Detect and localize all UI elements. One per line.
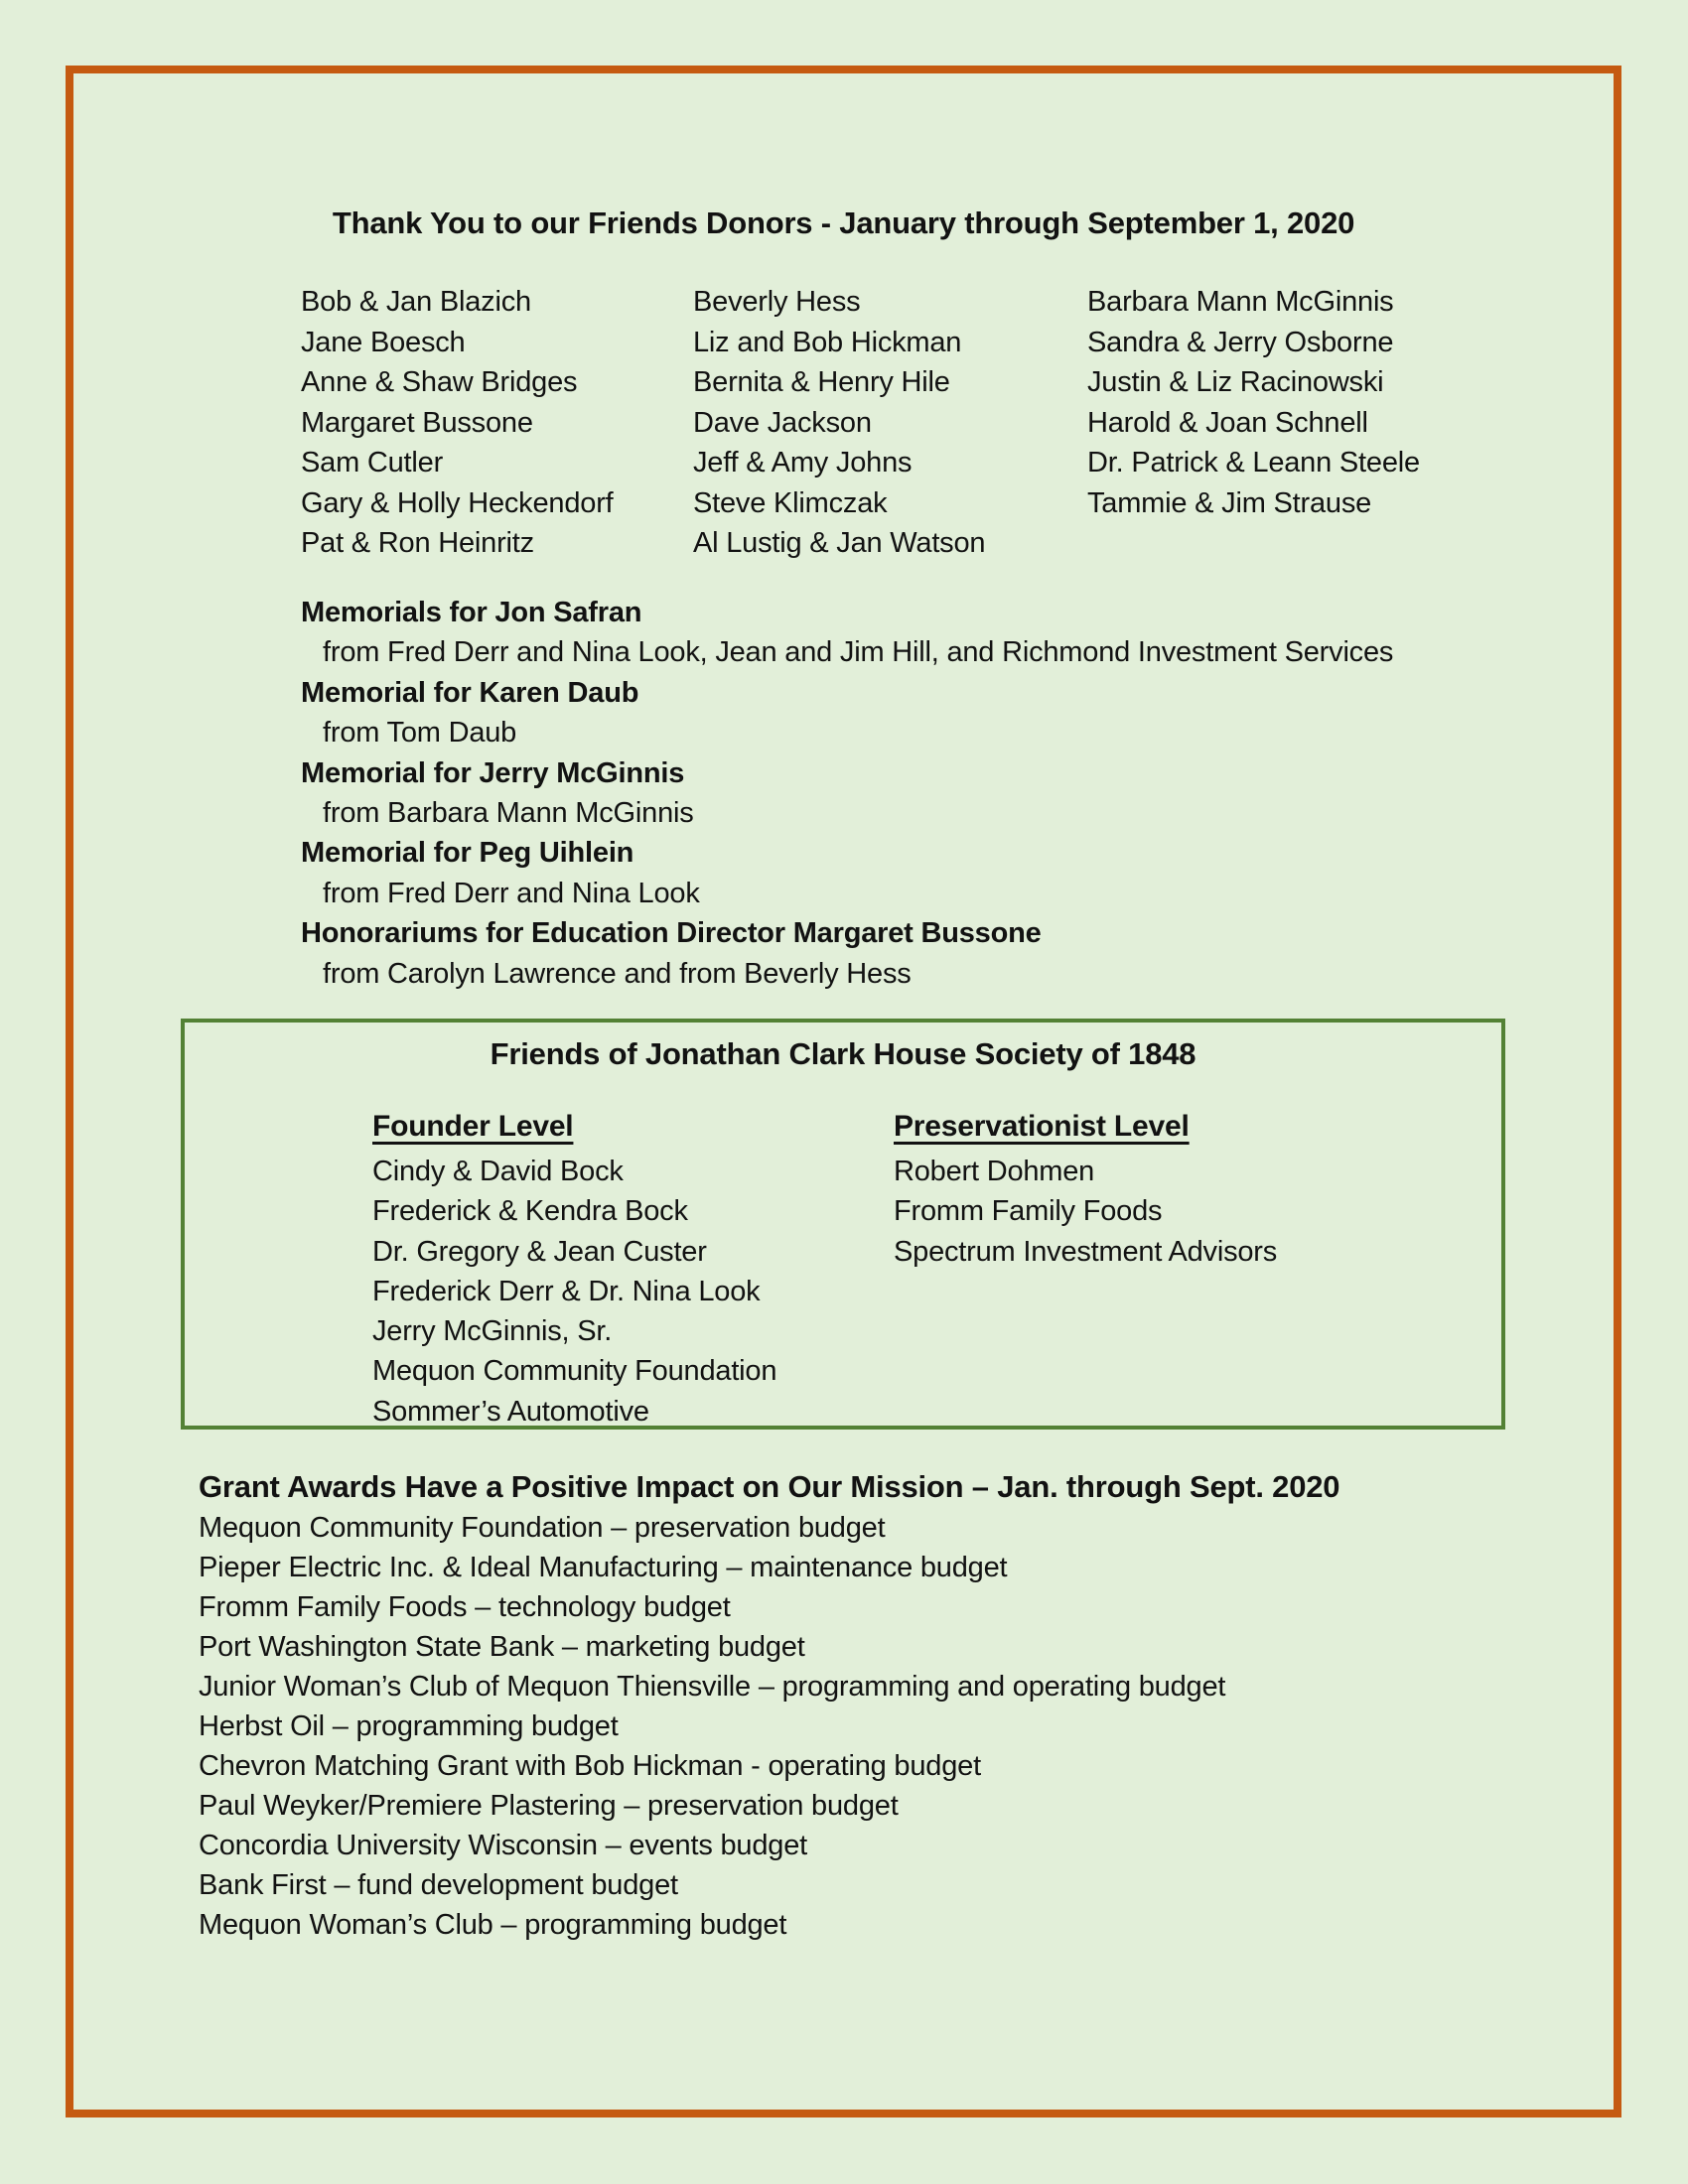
donors-section-title: Thank You to our Friends Donors - January through September 1, 2020 xyxy=(332,205,1355,240)
society-member-name: Frederick Derr & Dr. Nina Look xyxy=(372,1275,761,1307)
donor-name: Margaret Bussone xyxy=(301,406,533,439)
donor-name: Beverly Hess xyxy=(693,286,861,318)
grant-item: Fromm Family Foods – technology budget xyxy=(199,1591,731,1623)
founder-level-column xyxy=(372,1106,776,1432)
donor-name: Sandra & Jerry Osborne xyxy=(1087,326,1394,358)
donor-name: Dr. Patrick & Leann Steele xyxy=(1087,447,1420,478)
memorial-title: Memorials for Jon Safran xyxy=(301,597,642,628)
donor-column-1 xyxy=(301,282,693,564)
donor-column-2 xyxy=(693,282,1087,564)
grant-item: Pieper Electric Inc. & Ideal Manufacturing – maintenance budget xyxy=(199,1552,1008,1583)
donor-name: Anne & Shaw Bridges xyxy=(301,366,578,398)
society-member-name: Jerry McGinnis, Sr. xyxy=(372,1315,613,1348)
society-member-name: Robert Dohmen xyxy=(894,1156,1095,1187)
memorial-title: Memorial for Jerry McGinnis xyxy=(301,756,685,789)
donor-name: Harold & Joan Schnell xyxy=(1087,406,1368,439)
grant-item: Mequon Community Foundation – preservation budget xyxy=(199,1512,886,1544)
society-box-title: Friends of Jonathan Clark House Society of 1848 xyxy=(490,1036,1196,1071)
donor-name: Sam Cutler xyxy=(301,447,444,478)
donor-name: Gary & Holly Heckendorf xyxy=(301,486,614,519)
preservationist-level-column xyxy=(894,1106,1277,1272)
grants-section-title: Grant Awards Have a Positive Impact on Our Mission – Jan. through Sept. 2020 xyxy=(199,1469,1340,1504)
society-member-name: Fromm Family Foods xyxy=(894,1195,1163,1228)
donor-column-3 xyxy=(1087,282,1420,564)
donor-name: Bob & Jan Blazich xyxy=(301,286,531,318)
founder-level-members xyxy=(372,1152,776,1432)
donor-name: Jeff & Amy Johns xyxy=(693,447,913,478)
memorial-donors: from Fred Derr and Nina Look, Jean and Jim Hill, and Richmond Investment Services xyxy=(323,636,1394,669)
donor-name: Bernita & Henry Hile xyxy=(693,366,950,398)
grant-item: Port Washington State Bank – marketing budget xyxy=(199,1631,805,1663)
honorarium-donors: from Carolyn Lawrence and from Beverly Hess xyxy=(323,957,912,990)
grant-item: Paul Weyker/Premiere Plastering – preservation budget xyxy=(199,1790,899,1822)
grant-item: Mequon Woman’s Club – programming budget xyxy=(199,1909,787,1941)
memorial-donors: from Barbara Mann McGinnis xyxy=(323,797,694,830)
memorial-title: Memorial for Karen Daub xyxy=(301,676,639,709)
honorarium-title: Honorariums for Education Director Margaret Bussone xyxy=(301,917,1042,950)
donor-name: Liz and Bob Hickman xyxy=(693,326,962,358)
grants-list xyxy=(199,1508,1225,1945)
society-member-name: Spectrum Investment Advisors xyxy=(894,1235,1278,1268)
founder-level-heading: Founder Level xyxy=(372,1110,574,1143)
memorial-donors: from Tom Daub xyxy=(323,717,517,750)
memorial-donors: from Fred Derr and Nina Look xyxy=(323,877,700,909)
preservationist-level-heading: Preservationist Level xyxy=(894,1110,1190,1143)
grant-item: Junior Woman’s Club of Mequon Thiensville – programming and operating budget xyxy=(199,1671,1226,1703)
donor-name: Steve Klimczak xyxy=(693,486,888,519)
donor-name: Jane Boesch xyxy=(301,326,466,358)
donor-name: Pat & Ron Heinritz xyxy=(301,527,534,559)
society-member-name: Cindy & David Bock xyxy=(372,1156,624,1187)
donor-name: Al Lustig & Jan Watson xyxy=(693,527,986,559)
donor-name: Barbara Mann McGinnis xyxy=(1087,286,1394,318)
society-member-name: Mequon Community Foundation xyxy=(372,1355,777,1388)
grant-item: Concordia University Wisconsin – events budget xyxy=(199,1830,807,1861)
grant-item: Herbst Oil – programming budget xyxy=(199,1710,619,1742)
society-member-name: Dr. Gregory & Jean Custer xyxy=(372,1235,707,1268)
grant-item: Bank First – fund development budget xyxy=(199,1869,678,1901)
society-box xyxy=(181,1019,1505,1430)
society-member-name: Sommer’s Automotive xyxy=(372,1395,649,1428)
donor-name: Justin & Liz Racinowski xyxy=(1087,366,1384,398)
grant-item: Chevron Matching Grant with Bob Hickman - operating budget xyxy=(199,1750,981,1782)
donor-name: Dave Jackson xyxy=(693,406,872,439)
memorial-title: Memorial for Peg Uihlein xyxy=(301,837,634,870)
memorials-section xyxy=(301,593,1393,994)
donor-columns xyxy=(301,282,1420,564)
preservationist-level-members xyxy=(894,1152,1277,1272)
donor-name: Tammie & Jim Strause xyxy=(1087,486,1372,519)
society-member-name: Frederick & Kendra Bock xyxy=(372,1195,688,1228)
